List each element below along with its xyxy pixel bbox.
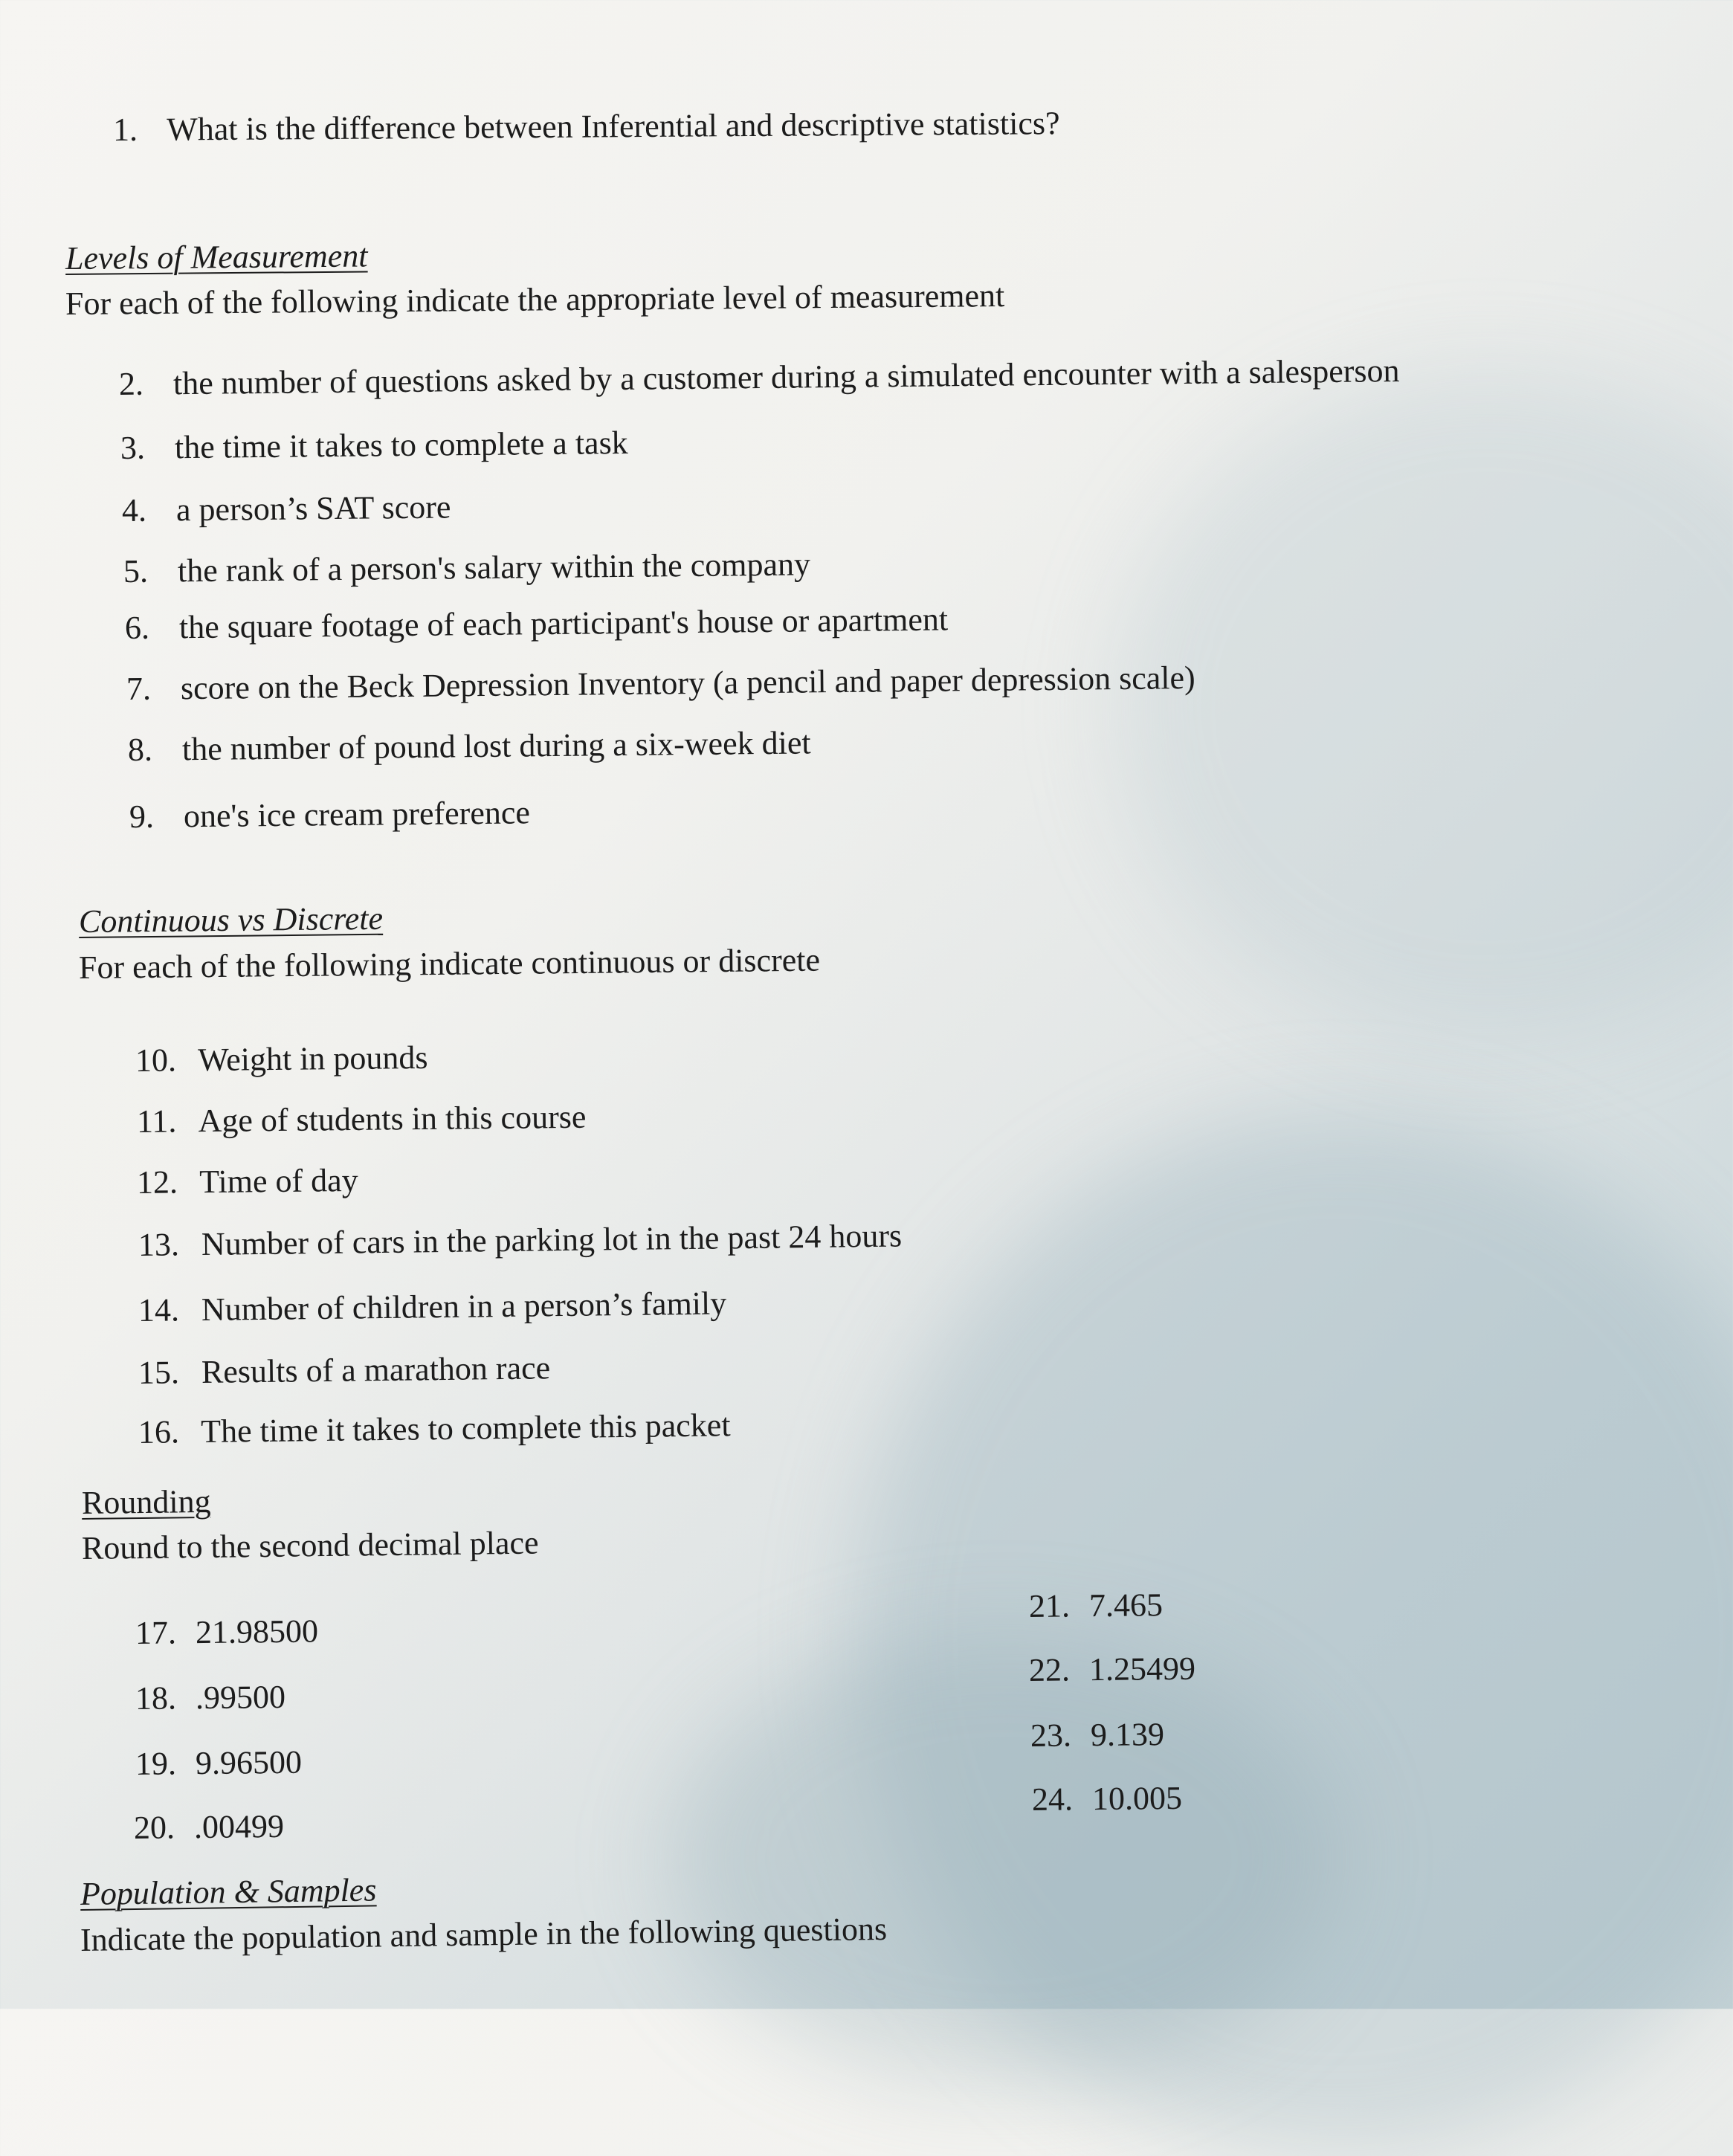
item-text: Results of a marathon race [201, 1349, 551, 1390]
section-instruction-continuous: For each of the following indicate continuous or discrete [78, 941, 821, 986]
item-text: Weight in pounds [197, 1039, 428, 1079]
item-number: 14. [138, 1291, 180, 1329]
item-text: 1.25499 [1088, 1650, 1196, 1688]
section-instruction-rounding: Round to the second decimal place [81, 1524, 539, 1566]
question-1 [113, 105, 1060, 149]
item-text: the square footage of each participant's house or apartment [178, 601, 949, 646]
list-item [1030, 1716, 1165, 1755]
list-item [128, 724, 811, 769]
list-item [135, 1613, 319, 1652]
item-number: 15. [138, 1354, 180, 1391]
shadow-overlay [1115, 372, 1733, 1041]
section-instruction-levels: For each of the following indicate the appropriate level of measurement [65, 277, 1005, 322]
section-heading-levels: Levels of Measurement [65, 237, 368, 277]
item-text: one's ice cream preference [183, 794, 531, 835]
item-number: 7. [126, 670, 152, 707]
list-item [125, 601, 949, 647]
item-text: The time it takes to complete this packet [200, 1407, 731, 1450]
list-item [119, 352, 1400, 404]
section-heading-population: Population & Samples [80, 1871, 377, 1912]
item-text: a person’s SAT score [175, 488, 451, 529]
item-text: 7.465 [1088, 1587, 1164, 1624]
question-number: 1. [112, 111, 138, 148]
item-text: 9.96500 [195, 1743, 303, 1782]
item-number: 22. [1028, 1651, 1071, 1688]
list-item [138, 1285, 727, 1329]
list-item [1029, 1650, 1196, 1690]
item-text: .00499 [193, 1807, 285, 1846]
item-number: 17. [135, 1614, 177, 1651]
section-instruction-population: Indicate the population and sample in the following questions [80, 1910, 888, 1958]
item-text: Number of cars in the parking lot in the past 24 hours [201, 1217, 903, 1262]
list-item [138, 1217, 903, 1264]
item-text: the number of questions asked by a customer during a simulated encounter with a salesperson [172, 352, 1400, 402]
question-text: What is the difference between Inferential and descriptive statistics? [167, 105, 1060, 148]
item-number: 2. [118, 365, 144, 402]
list-item [135, 1039, 428, 1080]
list-item [134, 1808, 285, 1847]
shadow-overlay [855, 1115, 1733, 2156]
list-item [123, 546, 811, 590]
item-text: .99500 [195, 1678, 286, 1717]
item-text: 9.139 [1090, 1716, 1165, 1754]
shadow-overlay [669, 1636, 1338, 2082]
item-text: Time of day [199, 1161, 358, 1201]
list-item [1029, 1587, 1164, 1625]
list-item [135, 1679, 286, 1718]
item-number: 20. [133, 1809, 175, 1846]
item-number: 19. [135, 1745, 177, 1782]
item-text: the number of pound lost during a six-week diet [181, 724, 811, 768]
list-item [126, 659, 1195, 709]
list-item [138, 1407, 731, 1451]
item-number: 18. [135, 1679, 177, 1717]
item-number: 9. [129, 798, 155, 835]
list-item [135, 1744, 303, 1784]
item-number: 4. [121, 491, 147, 529]
item-number: 11. [136, 1103, 177, 1140]
item-number: 5. [123, 552, 149, 590]
item-text: the time it takes to complete a task [174, 424, 628, 466]
item-number: 3. [120, 429, 146, 466]
list-item [138, 1349, 551, 1392]
item-number: 13. [138, 1226, 180, 1263]
item-number: 12. [136, 1163, 178, 1201]
item-text: 21.98500 [195, 1613, 319, 1651]
item-text: 10.005 [1091, 1779, 1183, 1818]
item-number: 23. [1030, 1717, 1072, 1754]
item-text: the rank of a person's salary within the company [177, 546, 811, 590]
list-item [122, 488, 451, 529]
list-item [137, 1099, 587, 1141]
item-text: Number of children in a person’s family [201, 1285, 727, 1328]
item-number: 21. [1028, 1587, 1071, 1624]
item-text: Age of students in this course [198, 1098, 587, 1140]
list-item [120, 425, 628, 468]
item-number: 24. [1031, 1781, 1074, 1818]
section-heading-continuous: Continuous vs Discrete [78, 900, 384, 940]
list-item [1032, 1780, 1183, 1819]
list-item [129, 794, 530, 836]
item-number: 10. [135, 1042, 177, 1079]
item-number: 6. [124, 609, 150, 646]
list-item [137, 1162, 358, 1202]
item-number: 16. [138, 1413, 180, 1450]
item-text: score on the Beck Depression Inventory (a pencil and paper depression scale) [180, 659, 1195, 707]
item-number: 8. [127, 731, 153, 768]
section-heading-rounding: Rounding [81, 1482, 211, 1521]
